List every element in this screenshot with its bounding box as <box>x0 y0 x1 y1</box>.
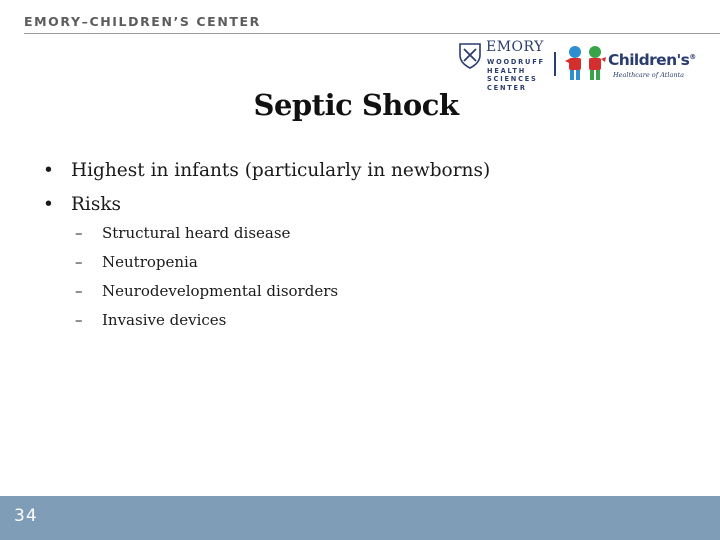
registered-mark: ® <box>689 52 696 61</box>
sub-bullet-item <box>75 277 338 306</box>
sub-bullet-item <box>75 248 338 277</box>
bullet-dot: • <box>43 160 54 181</box>
sub-bullet-text: Structural heard disease <box>102 224 291 242</box>
footer-bar <box>0 496 720 540</box>
bullet-item <box>40 154 490 188</box>
sub-bullet-dash: – <box>75 282 83 300</box>
childrens-logo-subtitle: Healthcare of Atlanta <box>613 71 685 79</box>
emory-logo-text: EMORY <box>486 39 544 55</box>
sub-bullet-text: Neutropenia <box>102 253 198 271</box>
childrens-name: Children's <box>608 51 690 69</box>
sub-bullet-dash: – <box>75 311 83 329</box>
slide-title: Septic Shock <box>253 88 459 122</box>
sub-bullet-text: Invasive devices <box>102 311 227 329</box>
bullet-list <box>40 154 490 222</box>
emory-shield-icon <box>458 42 482 70</box>
emory-subtitle-line: SCIENCES <box>487 75 538 83</box>
sub-bullet-item <box>75 306 338 335</box>
emory-logo-subtitle <box>487 58 545 92</box>
childrens-figures-icon <box>564 44 608 84</box>
emory-subtitle-line: CENTER <box>487 83 527 92</box>
childrens-logo-text <box>608 51 696 69</box>
header-rule <box>24 33 720 34</box>
emory-subtitle-line: HEALTH <box>487 66 527 75</box>
bullet-item <box>40 188 490 222</box>
bullet-text: Highest in infants (particularly in newborns) <box>71 160 491 181</box>
sub-bullet-item <box>75 219 338 248</box>
header-title: EMORY–CHILDREN’S CENTER <box>24 14 261 29</box>
sub-bullet-list <box>75 219 338 335</box>
page-number: 34 <box>14 506 38 526</box>
emory-subtitle-line: WOODRUFF <box>487 58 545 66</box>
bullet-text: Risks <box>71 194 122 215</box>
logo-divider <box>554 52 556 76</box>
bullet-dot: • <box>43 194 54 215</box>
sub-bullet-text: Neurodevelopmental disorders <box>102 282 339 300</box>
sub-bullet-dash: – <box>75 253 83 271</box>
sub-bullet-dash: – <box>75 224 83 242</box>
